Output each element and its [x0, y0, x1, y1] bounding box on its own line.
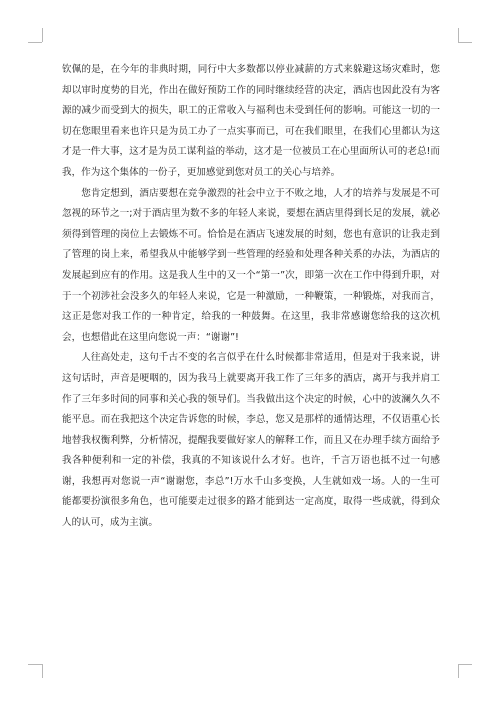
paragraph-3: 人往高处走，这句千古不变的名言似乎在什么时候都非常适用，但是对于我来说，讲这句话时，声音是哽咽的，因为我马上就要离开我工作了三年多的酒店，离开与我并肩工作了三年多时间的同事和关心我的领导们。当我做出这个决定的时候，心中的波澜久久不能平息。而在我把这个决定告诉您的时候，李总，您又是那样的通情达理，不仅语重心长地替我权衡利弊，分析情况，提醒我要做好家人的解释工作，而且又在办理手续方面给予我各种便利和一定的补偿，我真的不知该说什么才好。也许，千言万语也抵不过一句感谢，我想再对您说一声“谢谢您，李总”!万水千山多变换，人生就如戏一场。人的一生可能都要扮演很多角色，也可能要走过很多的路才能到达一定高度，取得一些成就，得到众人的认可，成为主演。: [62, 352, 440, 529]
crop-mark-top-right: [458, 42, 472, 43]
crop-mark-bottom-left: [42, 664, 43, 678]
crop-mark-bottom-right: [458, 664, 472, 665]
crop-mark-bottom-right: [458, 664, 459, 678]
crop-mark-top-left: [42, 28, 43, 42]
crop-mark-top-left: [28, 42, 42, 43]
document-body: [62, 60, 440, 534]
crop-mark-bottom-left: [28, 664, 42, 665]
crop-mark-top-right: [458, 28, 459, 42]
paragraph-2: 您肯定想到，酒店要想在竞争激烈的社会中立于不败之地，人才的培养与发展是不可忽视的环节之一;对于酒店里为数不多的年轻人来说，要想在酒店里得到长足的发展，就必须得到管理的岗位上去锻炼不可。恰恰是在酒店飞速发展的时刻，您也有意识的让我走到了管理的岗上来，希望我从中能够学到一些管理的经验和处理各种关系的办法，为酒店的发展起到应有的作用。这是我人生中的又一个“第一”次，即第一次在工作中得到升职，对于一个初涉社会没多久的年轻人来说，它是一种激励，一种鞭策，一种锻炼，对我而言，这正是您对我工作的一种肯定，给我的一种鼓舞。在这里，我非常感谢您给我的这次机会，也想借此在这里向您说一声：“谢谢”!: [62, 187, 440, 343]
paragraph-1: 钦佩的是，在今年的非典时期，同行中大多数都以停业减薪的方式来躲避这场灾难时，您却以审时度势的目光，作出在做好预防工作的同时继续经营的决定，酒店也因此没有为客源的减少而受到大的损失，职工的正常收入与福利也未受到任何的影响。可能这一切的一切在您眼里看来也许只是为员工办了一点实事而已，可在我们眼里，在我们心里都认为这才是一件大事，这才是为员工谋利益的举动，这才是一位被员工在心里面所认可的老总!而我，作为这个集体的一份子，更加感觉到您对员工的关心与培养。: [62, 64, 441, 178]
